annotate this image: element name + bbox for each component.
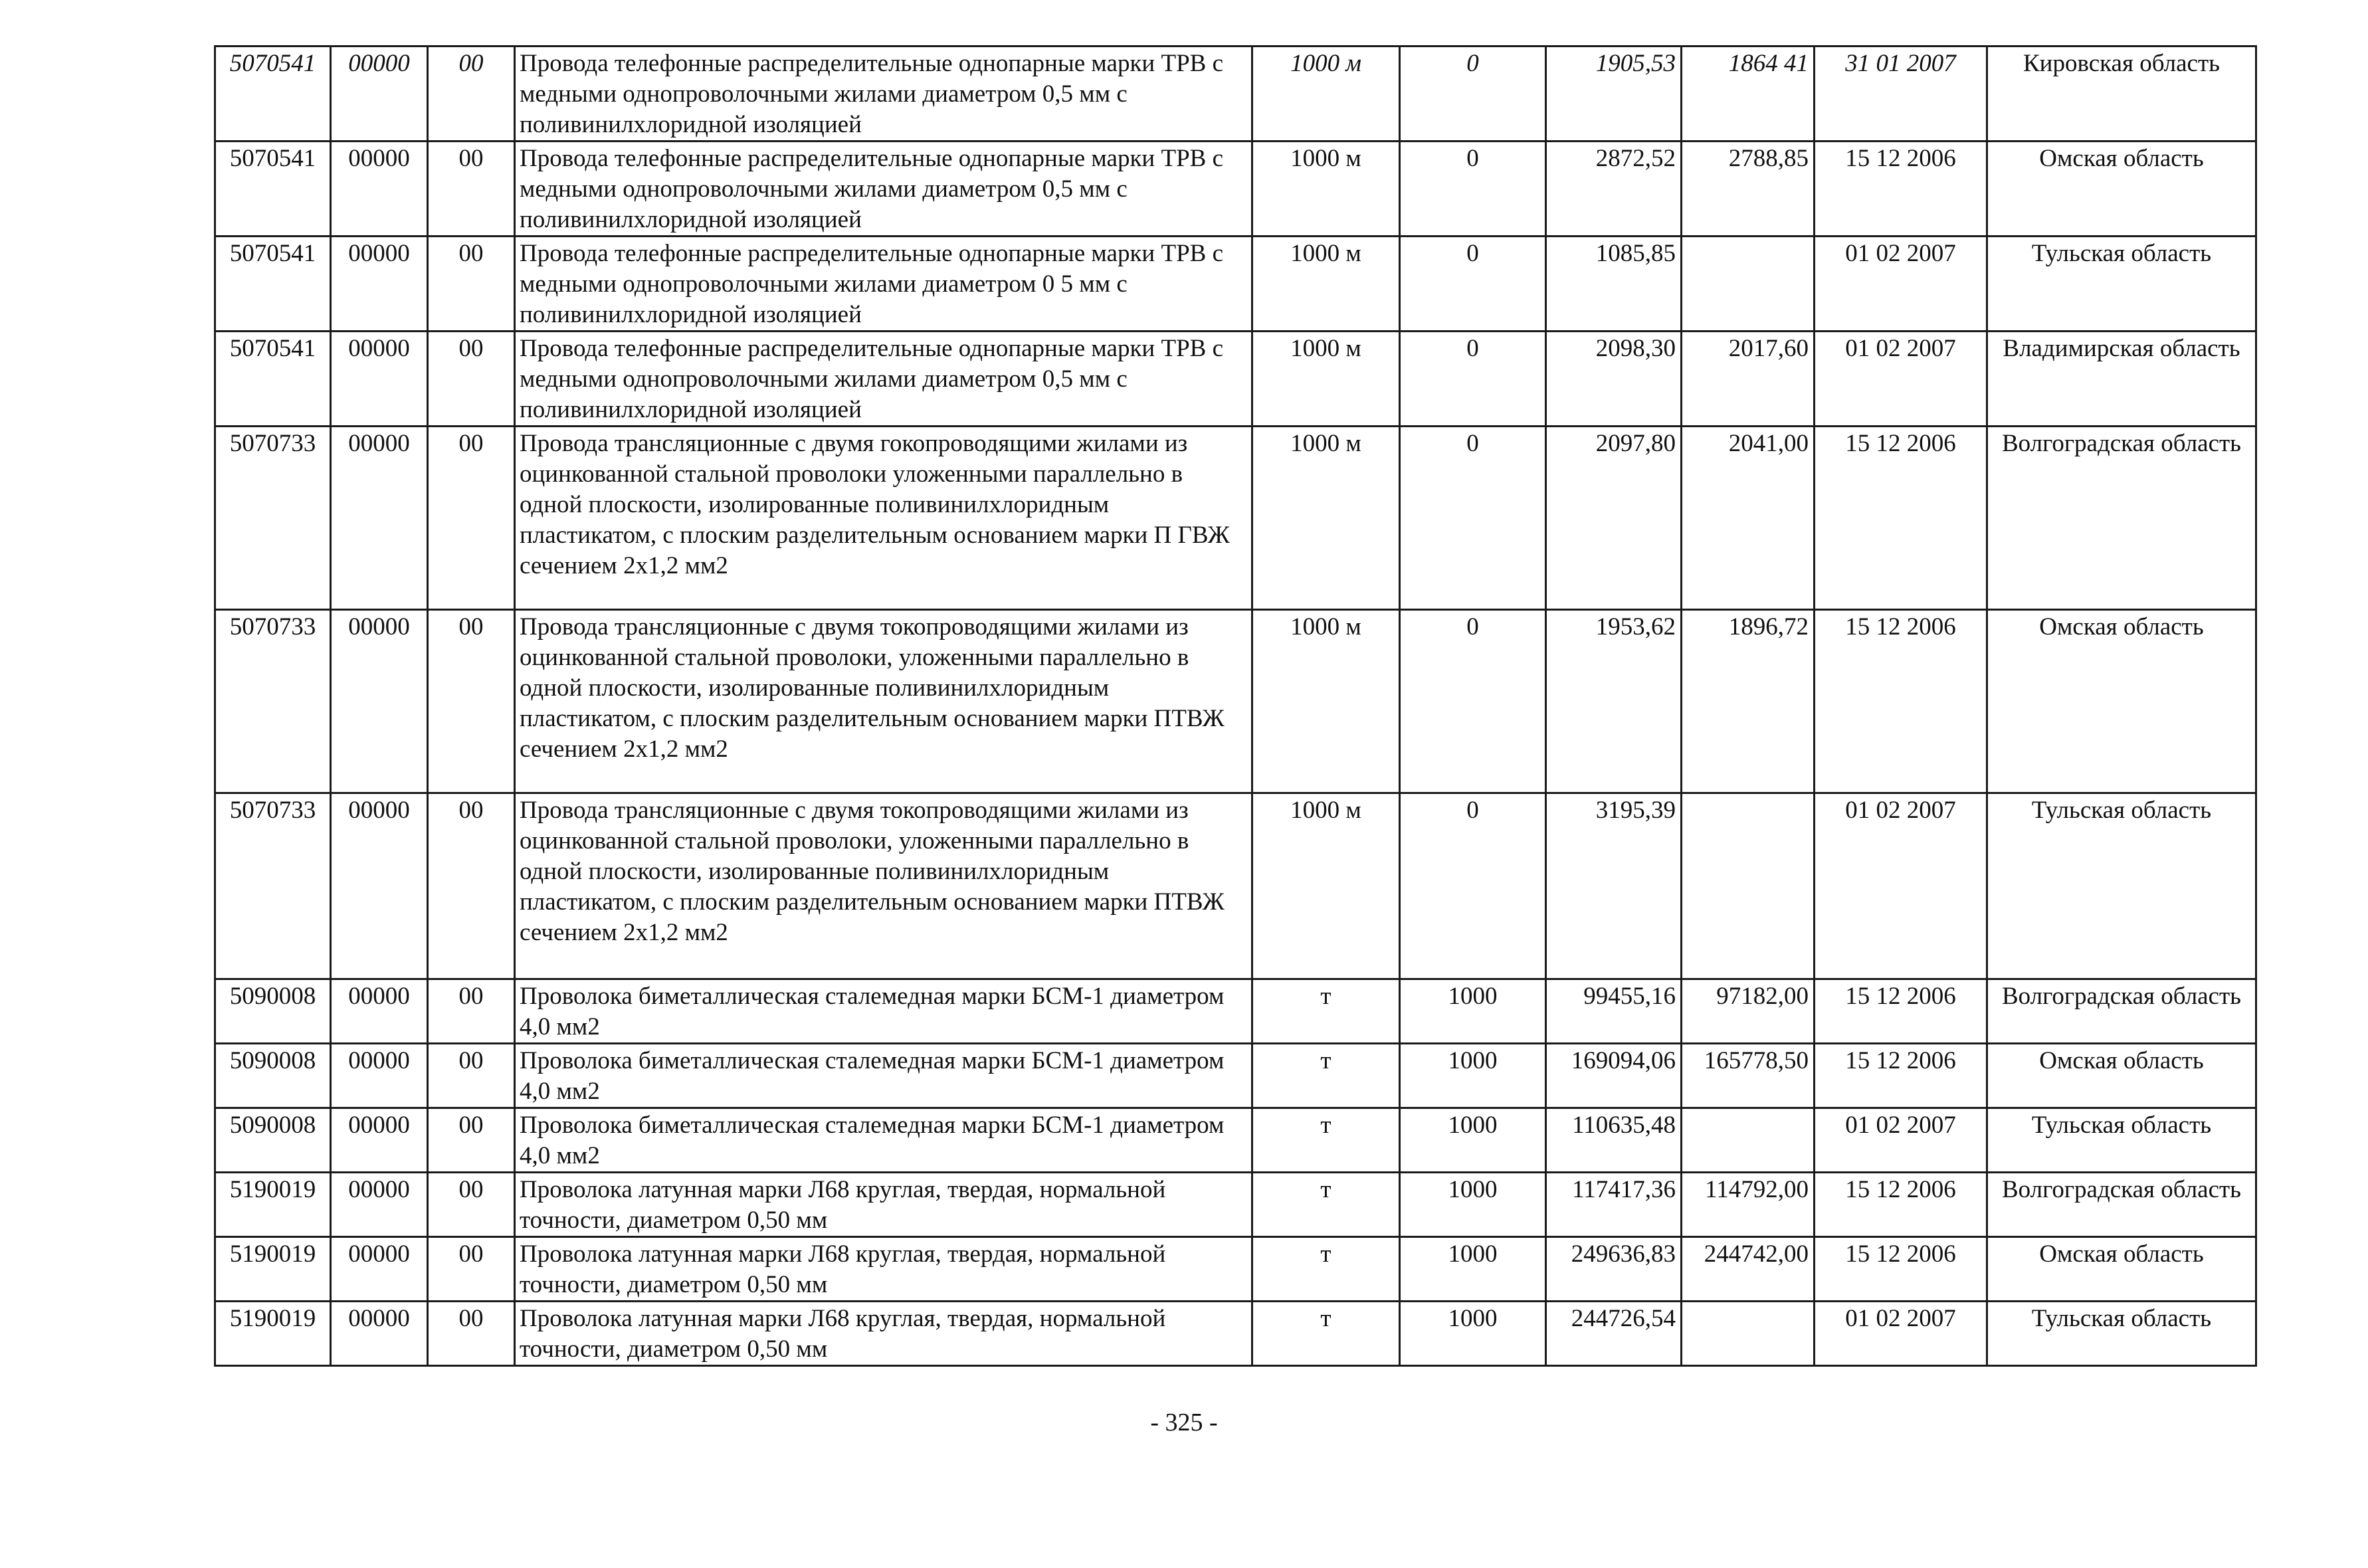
sub-code-cell: 00000 [331,332,428,427]
variant-code-cell: 00 [428,47,515,142]
date-cell: 15 12 2006 [1815,1237,1987,1302]
price-net-cell: 165778,50 [1682,1044,1815,1108]
quantity-cell: 0 [1400,47,1546,142]
variant-code-cell: 00 [428,1302,515,1366]
region-cell: Волгоградская область [1987,979,2256,1044]
product-code-cell: 5070733 [215,610,331,793]
unit-cell: 1000 м [1252,427,1400,610]
quantity-cell: 0 [1400,142,1546,237]
variant-code-cell: 00 [428,237,515,332]
region-cell: Тульская область [1987,1108,2256,1173]
product-name-cell: Проволока биметаллическая сталемедная марки БСМ-1 диаметром 4,0 мм2 [515,979,1252,1044]
product-code-cell: 5070541 [215,47,331,142]
date-cell: 01 02 2007 [1815,793,1987,979]
table-row [215,142,2256,237]
region-cell: Кировская область [1987,47,2256,142]
sub-code-cell: 00000 [331,427,428,610]
price-net-cell [1682,237,1815,332]
sub-code-cell: 00000 [331,1173,428,1237]
date-cell: 31 01 2007 [1815,47,1987,142]
unit-cell: т [1252,1173,1400,1237]
quantity-cell: 1000 [1400,1237,1546,1302]
quantity-cell: 1000 [1400,1302,1546,1366]
region-cell: Волгоградская область [1987,1173,2256,1237]
table-row [215,1108,2256,1173]
product-name-cell: Провода телефонные распределительные однопарные марки ТРВ с медными однопроволочными жилами диаметром 0 5 мм с поливинилхлоридной изоляцией [515,237,1252,332]
table-row [215,47,2256,142]
unit-cell: 1000 м [1252,47,1400,142]
price-net-cell: 1896,72 [1682,610,1815,793]
unit-cell: т [1252,1044,1400,1108]
product-code-cell: 5070541 [215,142,331,237]
sub-code-cell: 00000 [331,1044,428,1108]
product-name-cell: Провода телефонные распределительные однопарные марки ТРВ с медными однопроволочными жилами диаметром 0,5 мм с поливинилхлоридной изоляцией [515,332,1252,427]
price-net-cell: 2788,85 [1682,142,1815,237]
sub-code-cell: 00000 [331,793,428,979]
page-number: - 325 - [1150,1409,1218,1436]
region-cell: Омская область [1987,1237,2256,1302]
table-row [215,610,2256,793]
product-code-cell: 5090008 [215,1108,331,1173]
variant-code-cell: 00 [428,1173,515,1237]
product-code-cell: 5070733 [215,793,331,979]
product-code-cell: 5190019 [215,1237,331,1302]
table-row [215,237,2256,332]
unit-cell: т [1252,1302,1400,1366]
product-code-cell: 5190019 [215,1302,331,1366]
table-row [215,1044,2256,1108]
table-body [215,47,2256,1366]
region-cell: Тульская область [1987,237,2256,332]
product-name-cell: Проволока биметаллическая сталемедная марки БСМ-1 диаметром 4,0 мм2 [515,1044,1252,1108]
region-cell: Омская область [1987,142,2256,237]
date-cell: 01 02 2007 [1815,237,1987,332]
sub-code-cell: 00000 [331,610,428,793]
product-name-cell: Провода трансляционные с двумя токопроводящими жилами из оцинкованной стальной проволоки, уложенными параллельно в одной плоскости, изолированные поливинилхлоридным пластикатом, с плоским разделительным основанием марки ПТВЖ сечением 2х1,2 мм2 [515,793,1252,979]
table-row [215,1173,2256,1237]
quantity-cell: 1000 [1400,1173,1546,1237]
region-cell: Омская область [1987,1044,2256,1108]
unit-cell: т [1252,1108,1400,1173]
date-cell: 15 12 2006 [1815,1044,1987,1108]
variant-code-cell: 00 [428,979,515,1044]
price-cell: 1953,62 [1546,610,1682,793]
product-code-cell: 5090008 [215,1044,331,1108]
price-net-cell: 2017,60 [1682,332,1815,427]
region-cell: Владимирская область [1987,332,2256,427]
price-register-table [214,45,2257,1367]
quantity-cell: 0 [1400,332,1546,427]
unit-cell: т [1252,979,1400,1044]
price-cell: 99455,16 [1546,979,1682,1044]
unit-cell: 1000 м [1252,793,1400,979]
price-net-cell [1682,793,1815,979]
table-row [215,427,2256,610]
quantity-cell: 1000 [1400,1044,1546,1108]
sub-code-cell: 00000 [331,142,428,237]
product-name-cell: Провода телефонные распределительные однопарные марки ТРВ с медными однопроволочными жилами диаметром 0,5 мм с поливинилхлоридной изоляцией [515,47,1252,142]
unit-cell: т [1252,1237,1400,1302]
product-name-cell: Проволока латунная марки Л68 круглая, твердая, нормальной точности, диаметром 0,50 мм [515,1237,1252,1302]
price-cell: 244726,54 [1546,1302,1682,1366]
product-name-cell: Провода телефонные распределительные однопарные марки ТРВ с медными однопроволочными жилами диаметром 0,5 мм с поливинилхлоридной изоляцией [515,142,1252,237]
price-net-cell: 97182,00 [1682,979,1815,1044]
table-row [215,793,2256,979]
price-net-cell: 114792,00 [1682,1173,1815,1237]
price-cell: 3195,39 [1546,793,1682,979]
price-cell: 169094,06 [1546,1044,1682,1108]
region-cell: Волгоградская область [1987,427,2256,610]
region-cell: Тульская область [1987,793,2256,979]
price-cell: 1085,85 [1546,237,1682,332]
unit-cell: 1000 м [1252,142,1400,237]
date-cell: 01 02 2007 [1815,1302,1987,1366]
sub-code-cell: 00000 [331,1108,428,1173]
date-cell: 15 12 2006 [1815,427,1987,610]
date-cell: 01 02 2007 [1815,332,1987,427]
price-net-cell: 2041,00 [1682,427,1815,610]
date-cell: 01 02 2007 [1815,1108,1987,1173]
variant-code-cell: 00 [428,1108,515,1173]
variant-code-cell: 00 [428,610,515,793]
price-net-cell [1682,1302,1815,1366]
quantity-cell: 1000 [1400,1108,1546,1173]
table-row [215,979,2256,1044]
sub-code-cell: 00000 [331,1302,428,1366]
price-cell: 249636,83 [1546,1237,1682,1302]
quantity-cell: 0 [1400,793,1546,979]
unit-cell: 1000 м [1252,610,1400,793]
variant-code-cell: 00 [428,1044,515,1108]
quantity-cell: 1000 [1400,979,1546,1044]
product-code-cell: 5090008 [215,979,331,1044]
variant-code-cell: 00 [428,1237,515,1302]
date-cell: 15 12 2006 [1815,1173,1987,1237]
price-cell: 2098,30 [1546,332,1682,427]
sub-code-cell: 00000 [331,237,428,332]
quantity-cell: 0 [1400,610,1546,793]
product-code-cell: 5070541 [215,332,331,427]
price-net-cell [1682,1108,1815,1173]
product-name-cell: Провода трансляционные с двумя токопроводящими жилами из оцинкованной стальной проволоки, уложенными параллельно в одной плоскости, изолированные поливинилхлоридным пластикатом, с плоским разделительным основанием марки ПТВЖ сечением 2х1,2 мм2 [515,610,1252,793]
price-net-cell: 1864 41 [1682,47,1815,142]
price-net-cell: 244742,00 [1682,1237,1815,1302]
product-name-cell: Проволока латунная марки Л68 круглая, твердая, нормальной точности, диаметром 0,50 мм [515,1173,1252,1237]
product-name-cell: Провода трансляционные с двумя гокопроводящими жилами из оцинкованной стальной проволоки уложенными параллельно в одной плоскости, изолированные поливинилхлоридным пластикатом, с плоским разделительным основанием марки П ГВЖ сечением 2х1,2 мм2 [515,427,1252,610]
product-name-cell: Проволока биметаллическая сталемедная марки БСМ-1 диаметром 4,0 мм2 [515,1108,1252,1173]
price-cell: 1905,53 [1546,47,1682,142]
sub-code-cell: 00000 [331,47,428,142]
product-code-cell: 5190019 [215,1173,331,1237]
quantity-cell: 0 [1400,237,1546,332]
variant-code-cell: 00 [428,142,515,237]
date-cell: 15 12 2006 [1815,142,1987,237]
unit-cell: 1000 м [1252,332,1400,427]
region-cell: Тульская область [1987,1302,2256,1366]
price-cell: 117417,36 [1546,1173,1682,1237]
table-row [215,332,2256,427]
product-code-cell: 5070733 [215,427,331,610]
date-cell: 15 12 2006 [1815,979,1987,1044]
unit-cell: 1000 м [1252,237,1400,332]
variant-code-cell: 00 [428,793,515,979]
region-cell: Омская область [1987,610,2256,793]
sub-code-cell: 00000 [331,979,428,1044]
price-cell: 2872,52 [1546,142,1682,237]
price-cell: 2097,80 [1546,427,1682,610]
table-row [215,1302,2256,1366]
sub-code-cell: 00000 [331,1237,428,1302]
price-cell: 110635,48 [1546,1108,1682,1173]
quantity-cell: 0 [1400,427,1546,610]
product-name-cell: Проволока латунная марки Л68 круглая, твердая, нормальной точности, диаметром 0,50 мм [515,1302,1252,1366]
product-code-cell: 5070541 [215,237,331,332]
table-row [215,1237,2256,1302]
variant-code-cell: 00 [428,332,515,427]
date-cell: 15 12 2006 [1815,610,1987,793]
variant-code-cell: 00 [428,427,515,610]
